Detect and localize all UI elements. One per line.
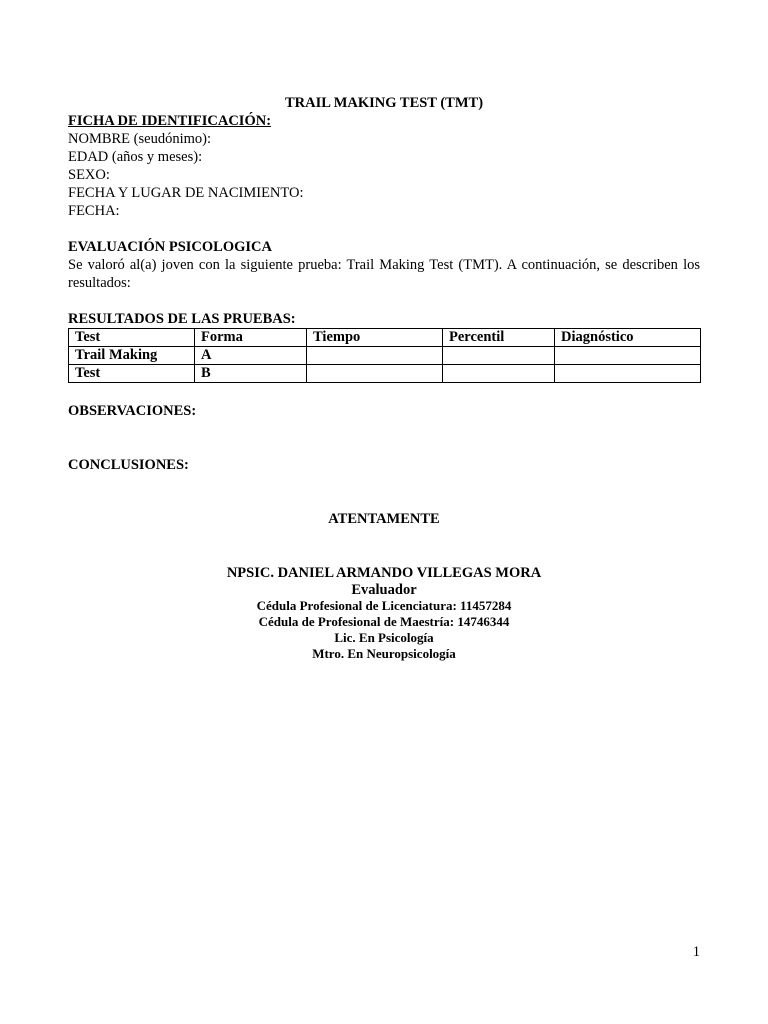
identification-heading: FICHA DE IDENTIFICACIÓN:: [68, 113, 272, 129]
cell-time-a: [307, 347, 443, 365]
license-master: Cédula de Profesional de Maestría: 14746344: [258, 614, 510, 629]
field-date: FECHA:: [68, 203, 120, 219]
evaluation-heading: EVALUACIÓN PSICOLOGICA: [68, 239, 272, 255]
cell-test-name-line2: Test: [69, 365, 195, 383]
degree-neuropsychology: Mtro. En Neuropsicología: [312, 646, 456, 661]
results-heading: RESULTADOS DE LAS PRUEBAS:: [68, 311, 296, 327]
spacer: [68, 292, 700, 310]
closing-text: ATENTAMENTE: [328, 511, 440, 527]
signer-role: Evaluador: [351, 582, 417, 598]
cell-time-b: [307, 365, 443, 383]
cell-test-name-line1: Trail Making: [69, 347, 195, 365]
table-row: [69, 365, 701, 383]
document-title: TRAIL MAKING TEST (TMT): [284, 95, 484, 111]
header-diagnostico: Diagnóstico: [555, 329, 701, 347]
spacer: [68, 220, 700, 238]
field-age: EDAD (años y meses):: [68, 149, 203, 165]
header-test: Test: [69, 329, 195, 347]
cell-percentile-b: [443, 365, 555, 383]
cell-diagnosis-b: [555, 365, 701, 383]
cell-form-b: B: [195, 365, 307, 383]
header-tiempo: Tiempo: [307, 329, 443, 347]
observations-heading: OBSERVACIONES:: [68, 403, 197, 419]
page-number: 1: [692, 944, 700, 960]
license-degree: Cédula Profesional de Licenciatura: 11457284: [256, 598, 512, 613]
evaluation-text: Se valoró al(a) joven con la siguiente prueba: Trail Making Test (TMT). A continuación, se describen los resultados:: [68, 257, 700, 291]
table-header-row: [69, 329, 701, 347]
field-name: NOMBRE (seudónimo):: [68, 131, 211, 147]
field-birth-date-place: FECHA Y LUGAR DE NACIMIENTO:: [68, 185, 304, 201]
header-percentil: Percentil: [443, 329, 555, 347]
cell-percentile-a: [443, 347, 555, 365]
cell-form-a: A: [195, 347, 307, 365]
degree-psychology: Lic. En Psicología: [334, 630, 434, 645]
conclusions-heading: CONCLUSIONES:: [68, 457, 189, 473]
cell-diagnosis-a: [555, 347, 701, 365]
signature-block: [68, 564, 700, 662]
results-table: [68, 328, 701, 383]
table-row: [69, 347, 701, 365]
field-sex: SEXO:: [68, 167, 110, 183]
header-forma: Forma: [195, 329, 307, 347]
document-page: [68, 94, 700, 662]
signer-name: NPSIC. DANIEL ARMANDO VILLEGAS MORA: [226, 565, 542, 581]
